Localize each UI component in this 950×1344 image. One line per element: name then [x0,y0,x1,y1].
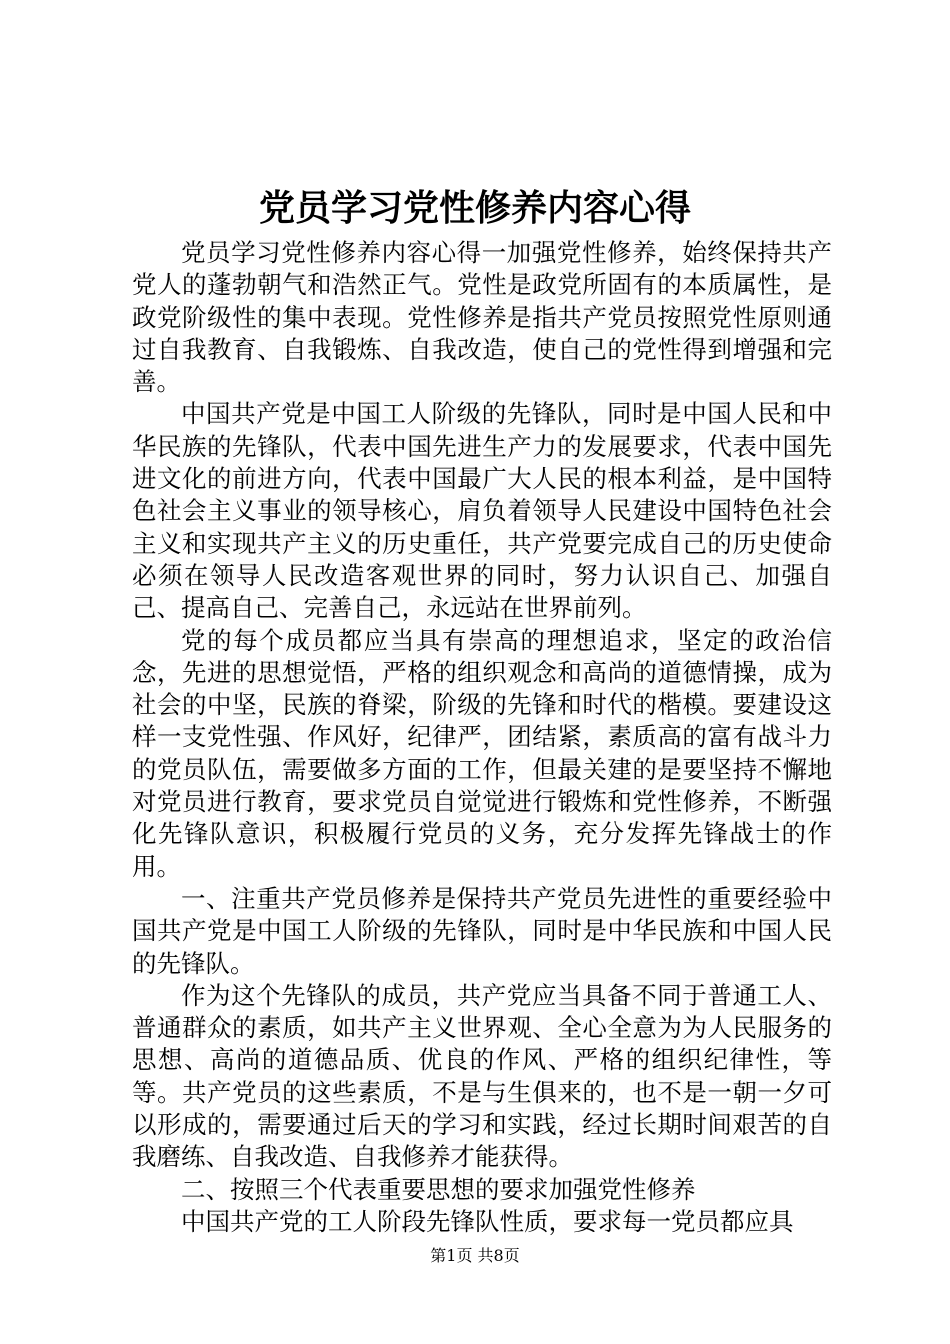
paragraph: 二、按照三个代表重要思想的要求加强党性修养 [181,1174,696,1204]
document-title: 党员学习党性修养内容心得 [258,187,691,229]
paragraph: 党员学习党性修养内容心得一加强党性修养，始终保持共产党人的蓬勃朝气和浩然正气。党性是政党所固有的本质属性，是政党阶级性的集中表现。党性修养是指共产党员按照党性原则通过自我教育、自我锻炼、自我改造，使自己的党性得到增强和完善。 [132,238,832,397]
document-body [132,237,832,1238]
paragraph: 中国共产党是中国工人阶级的先锋队，同时是中国人民和中华民族的先锋队，代表中国先进生产力的发展要求，代表中国先进文化的前进方向，代表中国最广大人民的根本利益，是中国特色社会主义事业的领导核心，肩负着领导人民建设中国特色社会主义和实现共产主义的历史重任，共产党要完成自己的历史使命必须在领导人民改造客观世界的同时，努力认识自己、加强自己、提高自己、完善自己，永远站在世界前列。 [132,399,832,623]
paragraph: 作为这个先锋队的成员，共产党应当具备不同于普通工人、普通群众的素质，如共产主义世界观、全心全意为为人民服务的思想、高尚的道德品质、优良的作风、严格的组织纪律性，等等。共产党员的这些素质，不是与生俱来的，也不是一朝一夕可以形成的，需要通过后天的学习和实践，经过长期时间艰苦的自我磨练、自我改造、自我修养才能获得。 [132,980,832,1172]
paragraph: 中国共产党的工人阶段先锋队性质，要求每一党员都应具 [181,1206,794,1236]
paragraph: 党的每个成员都应当具有崇高的理想追求，坚定的政治信念，先进的思想觉悟，严格的组织观念和高尚的道德情操，成为社会的中坚，民族的脊梁，阶级的先锋和时代的楷模。要建设这样一支党性强、作风好，纪律严，团结紧，素质高的富有战斗力的党员队伍，需要做多方面的工作，但最关建的是要坚持不懈地对党员进行教育，要求党员自觉觉进行锻炼和党性修养，不断强化先锋队意识，积极履行党员的义务，充分发挥先锋战士的作用。 [132,625,832,881]
page-footer: 第1页 共8页 [430,1246,520,1265]
paragraph: 一、注重共产党员修养是保持共产党员先进性的重要经验中国共产党是中国工人阶级的先锋队，同时是中华民族和中国人民的先锋队。 [132,883,832,978]
